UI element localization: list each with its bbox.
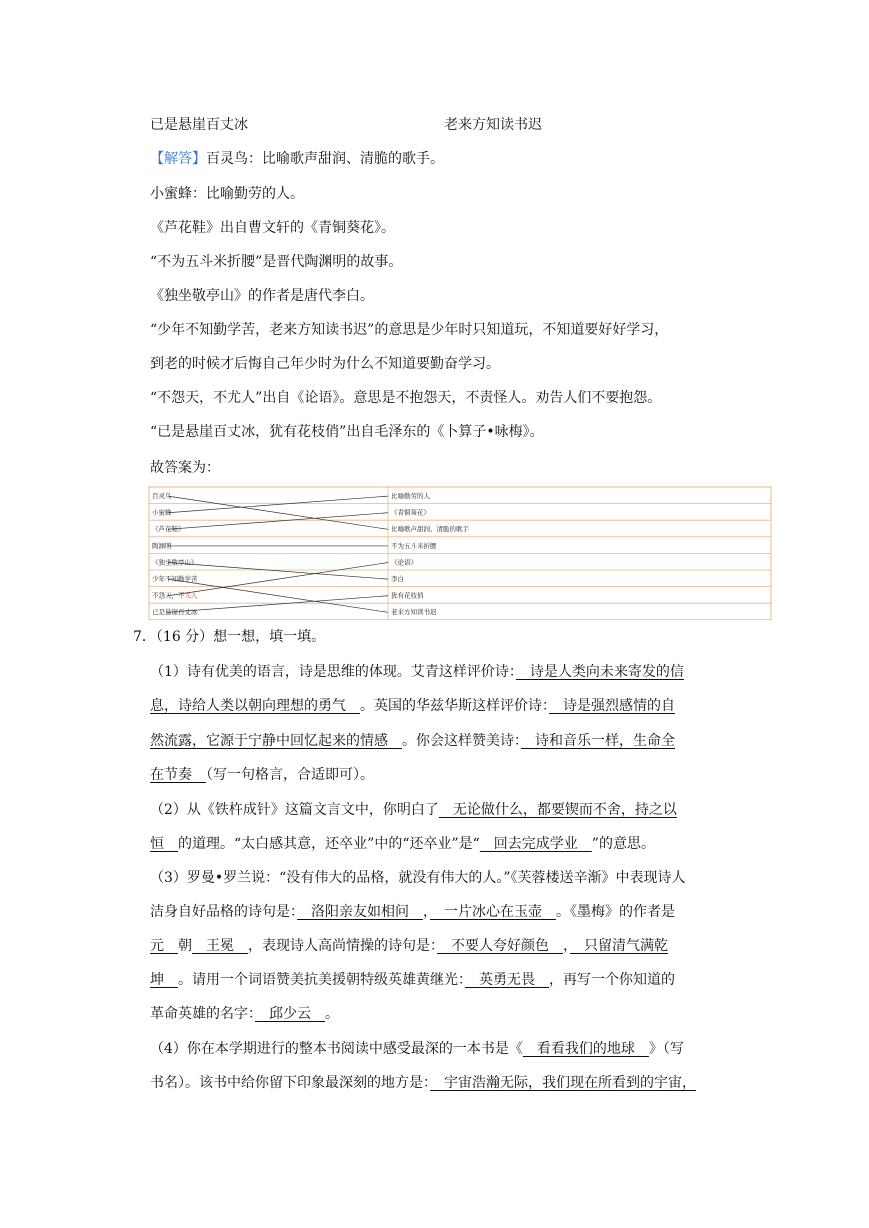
q7-part3-line3 [150,936,668,956]
answer-line-1 [150,149,444,169]
text: 。《墨梅》的作者是 [556,904,675,920]
answer-line-3: 《芦花鞋》出自曹文轩的《青铜葵花》。 [150,220,395,236]
q7-part4-line1 [150,1039,684,1059]
q7-part3-line4 [150,970,675,990]
match-line [168,579,388,612]
left-item: 少年不知勤学苦 [152,575,198,583]
text: ， [563,938,570,954]
right-item: 犹有花枝俏 [391,591,424,600]
q7-part1-line2 [150,696,675,716]
right-item: 《青铜葵花》 [391,508,430,517]
answer-blank: 只留清气满乾 [570,938,668,954]
text: 。你会这样赞美诗： [402,733,521,749]
answer-text: 百灵鸟：比喻歌声甜润、清脆的歌手。 [206,151,444,167]
answer-blank: 然流露，它源于宁静中回忆起来的情感 [150,733,402,749]
header-right: 老来方知读书迟 [444,117,542,133]
text: （2）从《铁杵成针》这篇文言文中，你明白了 [150,802,439,818]
left-item: 陶渊明 [152,541,172,550]
matching-figure [148,486,774,620]
text: 。请用一个词语赞美抗美援朝特级英雄黄继光： [178,972,465,988]
text: 。英国的华兹华斯这样评价诗： [360,698,549,714]
answer-blank: 在节奏 [150,767,206,783]
answer-blank: 邱少云 [255,1006,325,1022]
answer-blank: 英勇无畏 [465,972,549,988]
q7-part1-line1 [150,662,684,682]
match-line [168,596,388,613]
answer-blank: 无论做什么，都要锲而不舍，持之以 [438,802,677,818]
answer-line-9: “已是悬崖百丈冰，犹有花枝俏”出自毛泽东的《卜算子•咏梅》。 [150,424,544,440]
text: 书名）。该书中给你留下印象最深刻的地方是： [150,1075,430,1091]
left-item: 不怨天，不尤人 [152,591,198,600]
question-7-title: 7．（16 分）想一想，填一填。 [133,629,326,645]
answer-blank: 洛阳亲友如相问 [297,904,423,920]
text: ，再写一个你知道的 [549,972,675,988]
answer-blank: 诗和音乐一样，生命全 [521,733,675,749]
q7-part3-line2 [150,902,675,922]
text: ，表现诗人高尚情操的诗句是： [248,938,437,954]
text: 。 [325,1006,339,1022]
answer-blank: 王冕 [192,938,248,954]
answer-line-8: “不怨天，不尤人”出自《论语》。意思是不抱怨天，不责怪人。劝告人们不要抱怨。 [150,390,662,406]
q7-part1-line4 [150,765,374,785]
answer-tag: 【解答】 [150,151,206,167]
right-item: 李白 [391,575,404,583]
right-item: 老来方知读书迟 [391,608,437,617]
text: 洁身自好品格的诗句是： [150,904,297,920]
answer-line-4: “不为五斗米折腰”是晋代陶渊明的故事。 [150,254,403,270]
answer-blank: 坤 [150,972,178,988]
text: ， [423,904,430,920]
match-line [168,496,388,513]
match-line [168,563,388,580]
answer-line-2: 小蜜蜂：比喻勤劳的人。 [150,186,304,202]
right-item: 不为五斗米折腰 [391,541,437,550]
text: （1）诗有优美的语言，诗是思维的体现。艾青这样评价诗： [150,664,516,680]
left-item: 已是悬崖百丈冰 [152,608,198,617]
answer-blank: 一片冰心在玉壶 [430,904,556,920]
left-item: 《芦花鞋》 [152,525,185,534]
q7-part2-line2 [150,834,655,854]
text: 》（写 [648,1041,684,1057]
q7-part2-line1 [150,800,677,820]
left-item: 《独坐敬亭山》 [152,558,198,567]
answer-blank: 回去完成学业 [479,836,592,852]
right-item: 比喻歌声甜润、清脆的歌手 [391,525,469,534]
answer-line-7: 到老的时候才后悔自己年少时为什么不知道要勤奋学习。 [150,356,500,372]
answer-blank: 看看我们的地球 [522,1041,649,1057]
answer-blank: 元 [150,938,178,954]
text: 朝 [178,938,192,954]
answer-blank: 宇宙浩瀚无际，我们现在所看到的宇宙， [430,1075,696,1091]
answer-blank: 息，诗给人类以朝向理想的勇气 [150,698,360,714]
q7-part3-line1: （3）罗曼•罗兰说：“没有伟大的品格，就没有伟大的人。”《芙蓉楼送辛渐》中表现诗人 [150,870,686,886]
left-item: 小蜜蜂 [152,508,172,517]
match-line [168,563,388,596]
q7-part1-line3 [150,731,675,751]
match-line [168,496,388,529]
left-item: 百灵鸟 [152,492,172,500]
answer-line-10: 故答案为： [150,460,220,476]
right-item: 《论语》 [391,558,417,567]
answer-line-5: 《独坐敬亭山》的作者是唐代李白。 [150,288,374,304]
text: （4）你在本学期进行的整本书阅读中感受最深的一本书是《 [150,1041,523,1057]
text: 的道理。“太白感其意，还卒业”中的“还卒业”是“ [178,836,480,852]
q7-part4-line2 [150,1073,696,1093]
right-item: 比喻勤劳的人 [391,492,430,500]
answer-blank: 诗是人类向未来寄发的信 [515,664,684,680]
answer-blank: 诗是强烈感情的自 [549,698,675,714]
answer-blank: 恒 [150,836,178,852]
text: ”的意思。 [591,836,655,852]
answer-blank: 不要人夸好颜色 [437,938,563,954]
q7-part3-line5 [150,1004,339,1024]
match-line [168,513,388,530]
answer-line-6: “少年不知勤学苦，老来方知读书迟”的意思是少年时只知道玩，不知道要好好学习， [150,322,669,338]
text: （写一句格言，合适即可）。 [206,767,374,783]
header-left: 已是悬崖百丈冰 [150,117,248,133]
text: 革命英雄的名字： [150,1006,255,1022]
